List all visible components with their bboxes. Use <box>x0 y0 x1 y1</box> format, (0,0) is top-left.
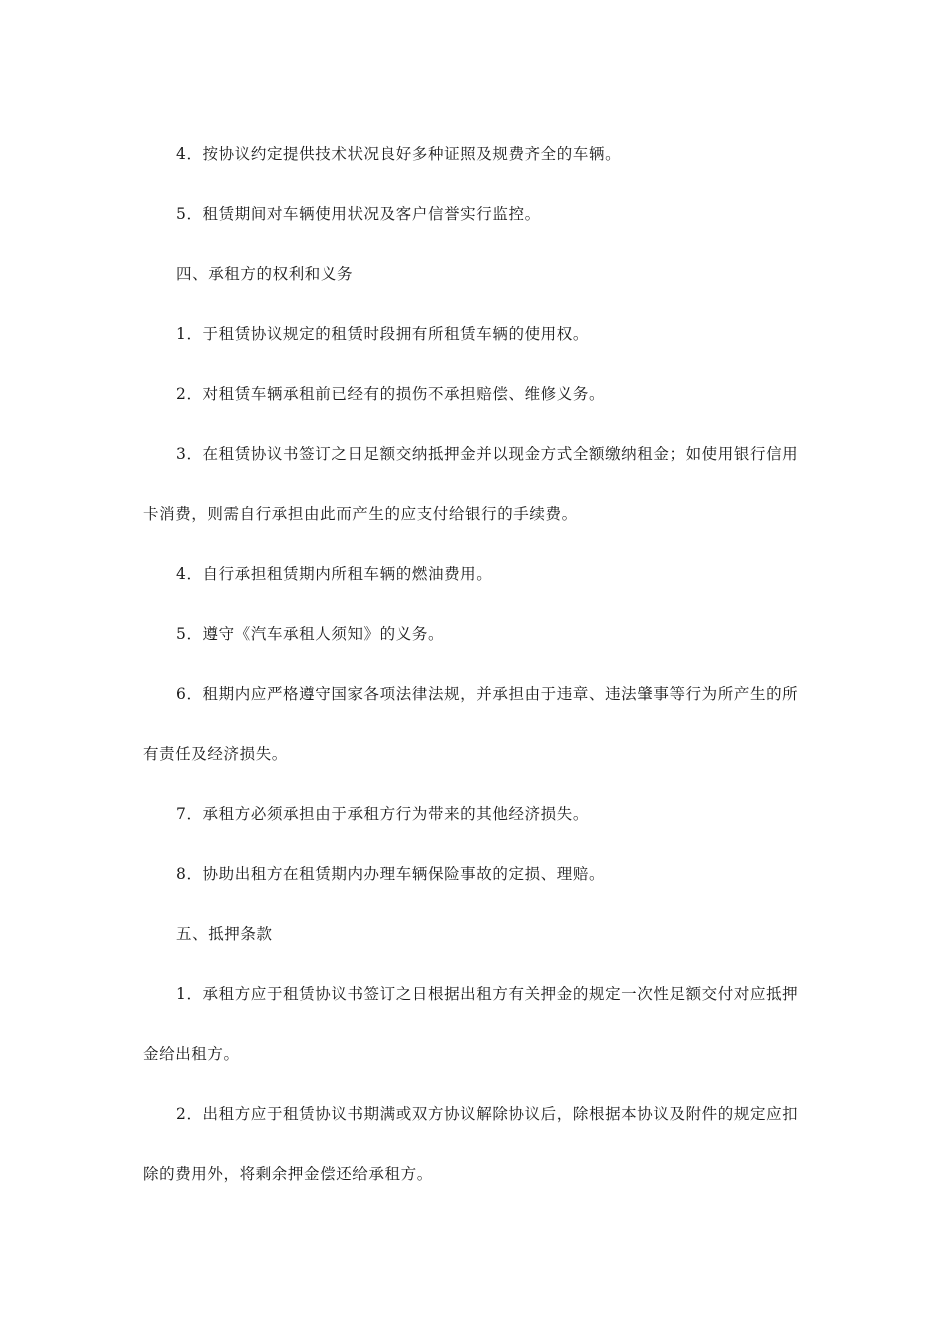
paragraph: 3．在租赁协议书签订之日足额交纳抵押金并以现金方式全额缴纳租金；如使用银行信用卡消费，则需自行承担由此而产生的应支付给银行的手续费。 <box>143 445 799 523</box>
paragraph: 2．对租赁车辆承租前已经有的损伤不承担赔偿、维修义务。 <box>176 385 606 403</box>
section-heading: 五、抵押条款 <box>176 925 273 943</box>
paragraph: 8．协助出租方在租赁期内办理车辆保险事故的定损、理赔。 <box>176 865 606 883</box>
paragraph: 1．于租赁协议规定的租赁时段拥有所租赁车辆的使用权。 <box>176 325 589 343</box>
paragraph: 4．自行承担租赁期内所租车辆的燃油费用。 <box>176 565 493 583</box>
paragraph: 1．承租方应于租赁协议书签订之日根据出租方有关押金的规定一次性足额交付对应抵押金给出租方。 <box>143 985 799 1063</box>
paragraph: 6．租期内应严格遵守国家各项法律法规，并承担由于违章、违法肇事等行为所产生的所有责任及经济损失。 <box>143 685 799 763</box>
paragraph: 7．承租方必须承担由于承租方行为带来的其他经济损失。 <box>176 805 589 823</box>
paragraph: 4．按协议约定提供技术状况良好多种证照及规费齐全的车辆。 <box>176 145 622 163</box>
section-heading: 四、承租方的权利和义务 <box>176 265 354 283</box>
paragraph: 5．遵守《汽车承租人须知》的义务。 <box>176 625 445 643</box>
paragraph: 2．出租方应于租赁协议书期满或双方协议解除协议后，除根据本协议及附件的规定应扣除的费用外，将剩余押金偿还给承租方。 <box>143 1105 799 1183</box>
paragraph: 5．租赁期间对车辆使用状况及客户信誉实行监控。 <box>176 205 541 223</box>
document-body <box>143 124 807 1204</box>
